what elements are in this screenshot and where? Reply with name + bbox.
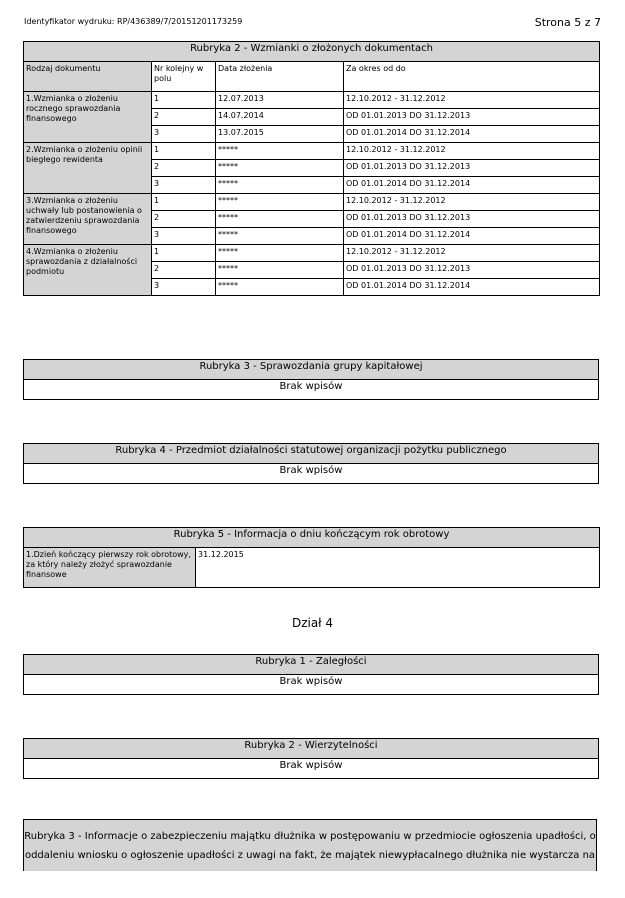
row-period: 12.10.2012 - 31.12.2012	[344, 92, 600, 109]
page-number: Strona 5 z 7	[534, 16, 601, 29]
row-nr: 2	[152, 262, 216, 279]
rubryka5-label: 1.Dzień kończący pierwszy rok obrotowy, za który należy złożyć sprawozdanie finansowe	[24, 548, 196, 588]
column-header: Za okres od do	[344, 62, 600, 92]
row-nr: 1	[152, 194, 216, 211]
dzial4-rubryka1-table	[23, 654, 599, 695]
row-period: 12.10.2012 - 31.12.2012	[344, 143, 600, 160]
print-identifier: Identyfikator wydruku: RP/436389/7/20151201173259	[24, 17, 243, 26]
row-period: OD 01.01.2013 DO 31.12.2013	[344, 109, 600, 126]
column-header: Data złożenia	[216, 62, 344, 92]
row-period: OD 01.01.2014 DO 31.12.2014	[344, 228, 600, 245]
row-nr: 3	[152, 228, 216, 245]
row-nr: 1	[152, 143, 216, 160]
row-date: *****	[216, 279, 344, 296]
row-date: *****	[216, 245, 344, 262]
row-nr: 1	[152, 245, 216, 262]
row-period: OD 01.01.2014 DO 31.12.2014	[344, 279, 600, 296]
document-type-label: 1.Wzmianka o złożeniu rocznego sprawozdania finansowego	[24, 92, 152, 143]
rubryka5-title: Rubryka 5 - Informacja o dniu kończącym rok obrotowy	[24, 528, 600, 548]
row-period: OD 01.01.2014 DO 31.12.2014	[344, 177, 600, 194]
row-date: *****	[216, 143, 344, 160]
row-nr: 3	[152, 177, 216, 194]
row-period: 12.10.2012 - 31.12.2012	[344, 194, 600, 211]
row-nr: 2	[152, 211, 216, 228]
section-heading: Dział 4	[291, 616, 334, 630]
column-header: Rodzaj dokumentu	[24, 62, 152, 92]
rubryka3-value: Brak wpisów	[24, 380, 599, 400]
row-period: OD 01.01.2013 DO 31.12.2013	[344, 262, 600, 279]
document-type-label: 4.Wzmianka o złożeniu sprawozdania z działalności podmiotu	[24, 245, 152, 296]
dzial4-rubryka2-value: Brak wpisów	[24, 759, 599, 779]
dzial4-rubryka2-title: Rubryka 2 - Wierzytelności	[24, 739, 599, 759]
row-nr: 2	[152, 160, 216, 177]
rubryka4-table	[23, 443, 599, 484]
row-date: *****	[216, 262, 344, 279]
row-nr: 3	[152, 279, 216, 296]
rubryka2-table	[23, 41, 600, 296]
row-date: 12.07.2013	[216, 92, 344, 109]
row-nr: 1	[152, 92, 216, 109]
rubryka2-title: Rubryka 2 - Wzmianki o złożonych dokumentach	[24, 42, 600, 62]
rubryka5-table	[23, 527, 600, 588]
row-date: *****	[216, 177, 344, 194]
row-period: 12.10.2012 - 31.12.2012	[344, 245, 600, 262]
rubryka3-title: Rubryka 3 - Sprawozdania grupy kapitałowej	[24, 360, 599, 380]
rubryka3-table	[23, 359, 599, 400]
dzial4-rubryka2-table	[23, 738, 599, 779]
rubryka5-value: 31.12.2015	[196, 548, 600, 588]
document-type-label: 3.Wzmianka o złożeniu uchwały lub postanowienia o zatwierdzeniu sprawozdania finansowego	[24, 194, 152, 245]
rubryka4-value: Brak wpisów	[24, 464, 599, 484]
column-header: Nr kolejny w polu	[152, 62, 216, 92]
dzial4-rubryka1-value: Brak wpisów	[24, 675, 599, 695]
row-date: *****	[216, 194, 344, 211]
row-period: OD 01.01.2013 DO 31.12.2013	[344, 160, 600, 177]
document-type-label: 2.Wzmianka o złożeniu opinii biegłego rewidenta	[24, 143, 152, 194]
row-period: OD 01.01.2014 DO 31.12.2014	[344, 126, 600, 143]
row-date: *****	[216, 228, 344, 245]
dzial4-rubryka3-title: Rubryka 3 - Informacje o zabezpieczeniu majątku dłużnika w postępowaniu w przedmiocie ogłoszenia upadłości, o oddaleniu wniosku o ogłoszenie upadłości z uwagi na fakt, że majątek niewypłacalnego dłużnika nie wystarcza na	[23, 819, 597, 871]
rubryka4-title: Rubryka 4 - Przedmiot działalności statutowej organizacji pożytku publicznego	[24, 444, 599, 464]
dzial4-rubryka1-title: Rubryka 1 - Zaległości	[24, 655, 599, 675]
row-nr: 2	[152, 109, 216, 126]
row-period: OD 01.01.2013 DO 31.12.2013	[344, 211, 600, 228]
row-date: *****	[216, 160, 344, 177]
row-date: 14.07.2014	[216, 109, 344, 126]
row-nr: 3	[152, 126, 216, 143]
row-date: *****	[216, 211, 344, 228]
row-date: 13.07.2015	[216, 126, 344, 143]
